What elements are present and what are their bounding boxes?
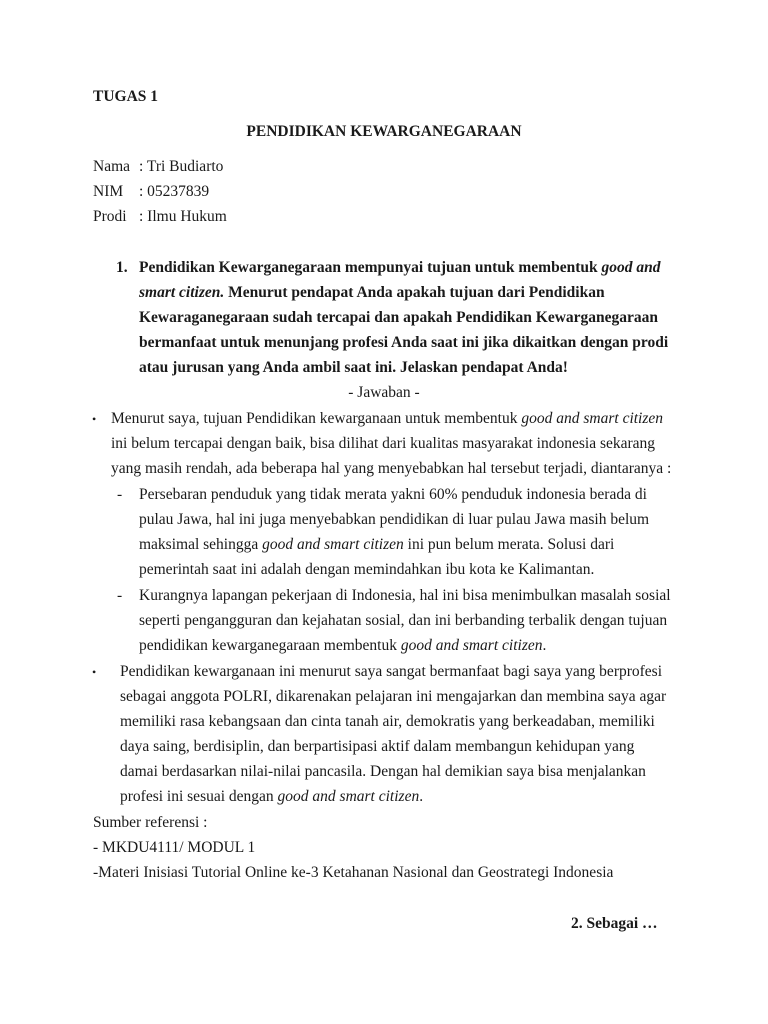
answer-line: Pendidikan kewarganaan ini menurut saya sangat bermanfaat bagi saya yang berprofesi xyxy=(120,663,663,680)
reference-item: - MKDU4111/ MODUL 1 xyxy=(93,839,256,856)
answer-line: damai berdasarkan nilai-nilai pancasila. Dengan hal demikian saya bisa menjalankan xyxy=(120,763,646,780)
answer-line: memiliki rasa kebangsaan dan cinta tanah air, demokratis yang berkeadaban, memiliki xyxy=(120,713,655,730)
subject-title: PENDIDIKAN KEWARGANEGARAAN xyxy=(246,123,522,140)
nim-value: : 05237839 xyxy=(139,183,210,200)
sub-point-line: maksimal sehingga good and smart citizen ini pun belum merata. Solusi dari xyxy=(139,536,615,553)
sub-point-line: Persebaran penduduk yang tidak merata yakni 60% penduduk indonesia berada di xyxy=(139,486,647,503)
answer-line: ini belum tercapai dengan baik, bisa dilihat dari kualitas masyarakat indonesia sekarang xyxy=(111,435,656,452)
answer-line: sebagai anggota POLRI, dikarenakan pelajaran ini mengajarkan dan membina saya agar xyxy=(120,688,667,705)
sub-point-line: pemerintah saat ini adalah dengan memindahkan ibu kota ke Kalimantan. xyxy=(139,561,595,578)
dash-icon: - xyxy=(117,587,123,604)
sub-point-line: pulau Jawa, hal ini juga menyebabkan pendidikan di luar pulau Jawa masih belum xyxy=(139,511,650,528)
sub-point-line: pendidikan kewarganegaraan membentuk good and smart citizen. xyxy=(139,637,547,654)
references-title: Sumber referensi : xyxy=(93,814,208,831)
sub-point-line: seperti pengangguran dan kejahatan sosial, dan ini berbanding terbalik dengan tujuan xyxy=(139,612,668,629)
answer-line: Menurut saya, tujuan Pendidikan kewarganaan untuk membentuk good and smart citizen xyxy=(111,410,664,427)
prodi-label: Prodi xyxy=(93,208,127,225)
question-number: 1. xyxy=(116,259,128,276)
answer-line: daya saing, berdisiplin, dan berpartisipasi aktif dalam membangun kehidupan yang xyxy=(120,738,635,755)
next-question: 2. Sebagai … xyxy=(571,915,658,932)
answer-line: profesi ini sesuai dengan good and smart citizen. xyxy=(120,788,424,805)
prodi-value: : Ilmu Hukum xyxy=(139,208,227,225)
answer-label: - Jawaban - xyxy=(348,384,420,401)
reference-item: -Materi Inisiasi Tutorial Online ke-3 Ketahanan Nasional dan Geostrategi Indonesia xyxy=(93,864,614,881)
question-line: smart citizen. Menurut pendapat Anda apakah tujuan dari Pendidikan xyxy=(139,284,605,301)
name-label: Nama xyxy=(93,158,131,175)
dash-icon: - xyxy=(117,486,123,503)
question-line: Kewaraganegaraan sudah tercapai dan apakah Pendidikan Kewarganegaraan xyxy=(139,309,659,326)
bullet-icon: • xyxy=(92,412,97,426)
question-line: bermanfaat untuk menunjang profesi Anda saat ini jika dikaitkan dengan prodi xyxy=(139,334,669,351)
sub-point-line: Kurangnya lapangan pekerjaan di Indonesia, hal ini bisa menimbulkan masalah sosial xyxy=(139,587,671,604)
question-line: atau jurusan yang Anda ambil saat ini. Jelaskan pendapat Anda! xyxy=(139,359,568,376)
bullet-icon: • xyxy=(92,665,97,679)
task-title: TUGAS 1 xyxy=(93,88,159,105)
answer-line: yang masih rendah, ada beberapa hal yang menyebabkan hal tersebut terjadi, diantaranya : xyxy=(111,460,672,477)
question-line: Pendidikan Kewarganegaraan mempunyai tujuan untuk membentuk good and xyxy=(139,259,661,276)
nim-label: NIM xyxy=(93,183,124,200)
name-value: : Tri Budiarto xyxy=(139,158,224,175)
